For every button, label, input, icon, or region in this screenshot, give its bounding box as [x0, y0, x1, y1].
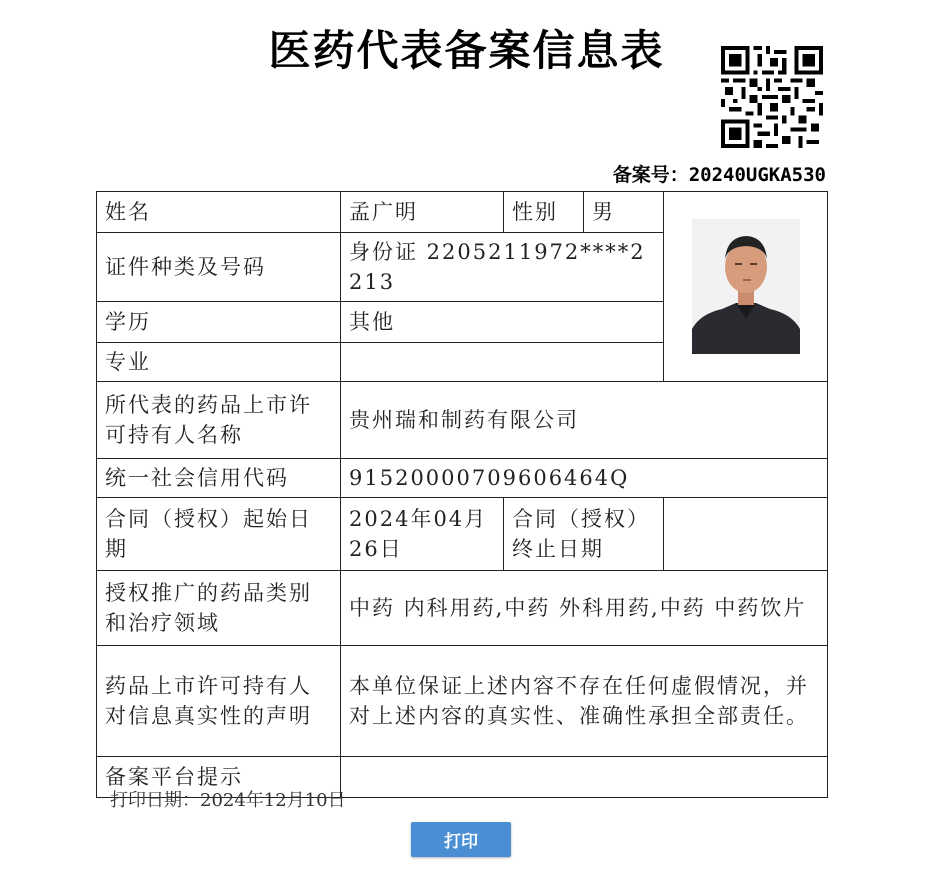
filing-number: 备案号：20240UGKA530: [612, 164, 826, 186]
major-value: [341, 343, 664, 382]
education-value: 其他: [341, 302, 664, 343]
print-date: 打印日期：2024年12月10日: [110, 790, 346, 811]
filing-info-table: [96, 191, 828, 798]
credit-code-value: 91520000709606464Q: [341, 459, 828, 498]
contract-start-value: 2024年04月26日: [341, 498, 504, 571]
contract-end-value: [664, 498, 828, 571]
person-photo-icon: [692, 219, 800, 354]
platform-tip-label: 备案平台提示: [97, 757, 341, 798]
id-value: 身份证 2205211972****2213: [341, 233, 664, 302]
name-label: 姓名: [97, 192, 341, 233]
education-label: 学历: [97, 302, 341, 343]
statement-value: 本单位保证上述内容不存在任何虚假情况，并对上述内容的真实性、准确性承担全部责任。: [341, 646, 828, 757]
holder-value: 贵州瑞和制药有限公司: [341, 382, 828, 459]
photo-cell: [664, 192, 828, 382]
gender-label: 性别: [504, 192, 584, 233]
credit-code-label: 统一社会信用代码: [97, 459, 341, 498]
contract-end-label: 合同（授权）终止日期: [504, 498, 664, 571]
name-value: 孟广明: [341, 192, 504, 233]
print-button[interactable]: 打印: [411, 822, 511, 857]
category-value: 中药 内科用药,中药 外科用药,中药 中药饮片: [341, 571, 828, 646]
contract-start-label: 合同（授权）起始日期: [97, 498, 341, 571]
statement-label: 药品上市许可持有人对信息真实性的声明: [97, 646, 341, 757]
gender-value: 男: [584, 192, 664, 233]
platform-tip-value: [341, 757, 828, 798]
holder-label: 所代表的药品上市许可持有人名称: [97, 382, 341, 459]
category-label: 授权推广的药品类别和治疗领域: [97, 571, 341, 646]
qr-code-icon: [721, 46, 823, 148]
id-label: 证件种类及号码: [97, 233, 341, 302]
major-label: 专业: [97, 343, 341, 382]
page-title: 医药代表备案信息表: [268, 26, 665, 75]
